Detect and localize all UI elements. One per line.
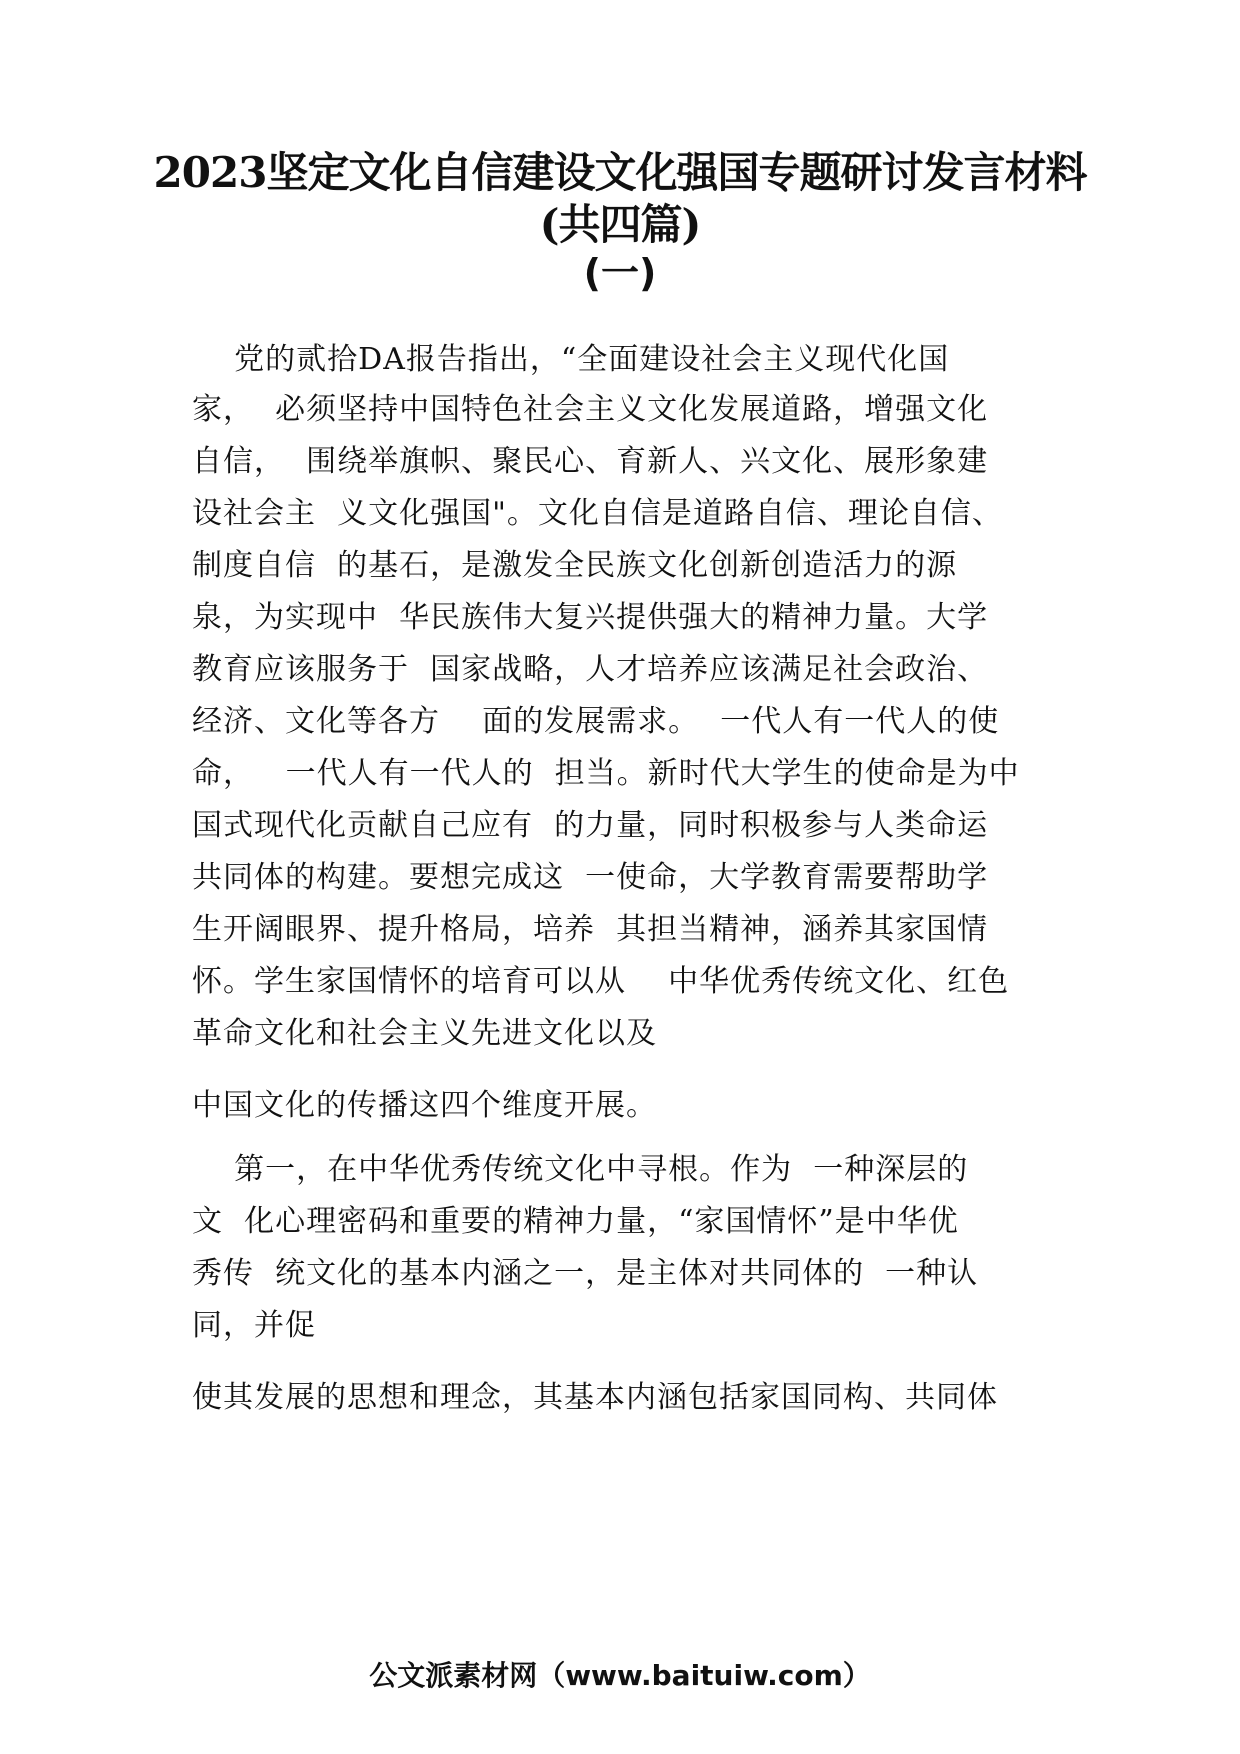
text-line: 家， 必须坚持中国特色社会主义文化发展道路，增强文化: [192, 392, 989, 427]
text-line: 怀。学生家国情怀的培育可以从 中华优秀传统文化、红色: [192, 964, 1010, 999]
text-line: 命， 一代人有一代人的 担当。新时代大学生的使命是为中: [192, 756, 1020, 791]
text-line: 设社会主 义文化强国"。文化自信是道路自信、理论自信、: [192, 496, 1003, 531]
text-line: 第一，在中华优秀传统文化中寻根。作为 一种深层的: [192, 1152, 969, 1187]
text-line: 中国文化的传播这四个维度开展。: [192, 1088, 657, 1123]
text-line: 同，并促: [192, 1308, 316, 1343]
text-line: 国式现代化贡献自己应有 的力量，同时积极参与人类命运: [192, 808, 989, 843]
text-line: 经济、文化等各方 面的发展需求。 一代人有一代人的使: [192, 704, 1000, 739]
text-line: 文 化心理密码和重要的精神力量，“家国情怀”是中华优: [192, 1204, 959, 1239]
text-line: 党的贰拾DA报告指出，“全面建设社会主义现代化国: [192, 342, 950, 377]
text-line: 秀传 统文化的基本内涵之一，是主体对共同体的 一种认: [192, 1256, 979, 1291]
text-line: 制度自信 的基石，是激发全民族文化创新创造活力的源: [192, 548, 958, 583]
document-title: 2023坚定文化自信建设文化强国专题研讨发言材料: [153, 148, 1087, 197]
text-line: 教育应该服务于 国家战略，人才培养应该满足社会政治、: [192, 652, 989, 687]
text-line: 自信， 围绕举旗帜、聚民心、育新人、兴文化、展形象建: [192, 444, 989, 479]
text-line: 共同体的构建。要想完成这 一使命，大学教育需要帮助学: [192, 860, 989, 895]
document-subtitle: (共四篇): [539, 200, 701, 249]
footer-site-label: 公文派素材网（www.baituiw.com）: [369, 1659, 871, 1692]
text-line: 泉，为实现中 华民族伟大复兴提供强大的精神力量。大学: [192, 600, 989, 635]
text-line: 使其发展的思想和理念，其基本内涵包括家国同构、共同体: [192, 1380, 998, 1415]
section-marker: (一): [583, 251, 657, 295]
text-line: 革命文化和社会主义先进文化以及: [192, 1016, 657, 1051]
text-line: 生开阔眼界、提升格局，培养 其担当精神，涵养其家国情: [192, 912, 989, 947]
